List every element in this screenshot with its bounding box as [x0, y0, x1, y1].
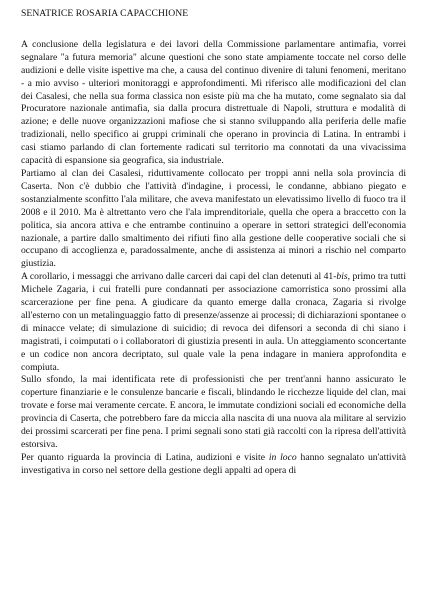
paragraph-4-text: Sullo sfondo, la mai identificata rete di professionisti che per trent'anni hanno assicurato le coperture finanziarie e le consulenze bancarie e fiscali, blindando le ricchezze liquide del clan, mai trovate e forse mai veramente cercate. E ancora, le immutate condizioni sociali ed economiche della provincia di Caserta, che potrebbero fare da miccia alla nascita di una nuova ala militare al servizio dei prossimi scarcerati per fine pena. I primi segnali sono stati già raccolti con la ripresa dell'attività estorsiva. [21, 374, 406, 450]
paragraph-5 [21, 452, 406, 478]
paragraph-3-text-a: A corollario, i messaggi che arrivano dalle carceri dai capi del clan detenuti al 41- [21, 271, 337, 283]
paragraph-5-italic-in-loco: in loco [268, 451, 297, 463]
paragraph-3-italic-bis: bis [336, 271, 348, 283]
paragraph-3 [21, 271, 406, 374]
paragraph-2 [21, 168, 406, 271]
paragraph-5-text-b: hanno segnalato un'attività investigativa in corso nel settore della gestione degli appalti ad opera di [21, 451, 406, 476]
speaker-heading: SENATRICE ROSARIA CAPACCHIONE [21, 8, 189, 19]
paragraph-1 [21, 39, 406, 168]
document-page [21, 8, 406, 478]
paragraph-2-text: Partiamo al clan dei Casalesi, riduttivamente collocato per troppi anni nella sola provincia di Caserta. Non c'è dubbio che l'attività d'indagine, i processi, le condanne, abbiano piegato e sostanzialmente sconfitto l'ala militare, che aveva manifestato un elevatissimo livello di fuoco tra il 2008 e il 2010. Ma è altrettanto vero che l'ala imprenditoriale, quella che opera a braccetto con la politica, sia ancora attiva e che entrambe continuino a operare in settori strategici dell'economia nazionale, a partire dallo smaltimento dei rifiuti fino alla gestione delle cooperative sociali che si occupano di accoglienza e, paradossalmente, anche di assistenza ai minori a rischio nel comparto giustizia. [21, 167, 406, 270]
paragraph-4 [21, 374, 406, 451]
paragraph-1-text: A conclusione della legislatura e dei lavori della Commissione parlamentare antimafia, vorrei segnalare "a futura memoria" alcune questioni che sono state ampiamente toccate nel corso delle audizioni e delle visite ispettive ma che, a causa del continuo divenire di taluni fenomeni, meritano - a mio avviso - ulteriori monitoraggi e approfondimenti. Mi riferisco alle modificazioni del clan dei Casalesi, che nella sua forma classica non esiste più ma che ha mutato, come segnalato sia dal Procuratore nazionale antimafia, sia dalla procura distrettuale di Napoli, struttura e modalità di azione; e delle nuove organizzazioni mafiose che si stanno sviluppando alla periferia delle mafie tradizionali, nello specifico ai gruppi criminali che operano in provincia di Latina. In entrambi i casi stiamo parlando di clan fortemente radicati sul territorio ma connotati da una vivacissima capacità di espansione sia geografica, sia industriale. [21, 38, 406, 167]
paragraph-5-text-a: Per quanto riguarda la provincia di Latina, audizioni e visite [21, 451, 269, 463]
paragraph-3-text-b: , primo tra tutti Michele Zagaria, i cui fratelli pure condannati per associazione camorristica sono prossimi alla scarcerazione per fine pena. A giudicare da quanto emerge dalla cronaca, Zagaria si rivolge all'esterno con un metalinguaggio fatto di presenze/assenze ai processi; di dichiarazioni spontanee o di minacce velate; di simulazione di suicidio; di revoca dei difensori a seconda di chi siano i magistrati, i coimputati o i collaboratori di giustizia presenti in aula. Un atteggiamento sconcertante e un codice non ancora decriptato, sul quale vale la pena indagare in maniera approfondita e compiuta. [21, 271, 407, 373]
